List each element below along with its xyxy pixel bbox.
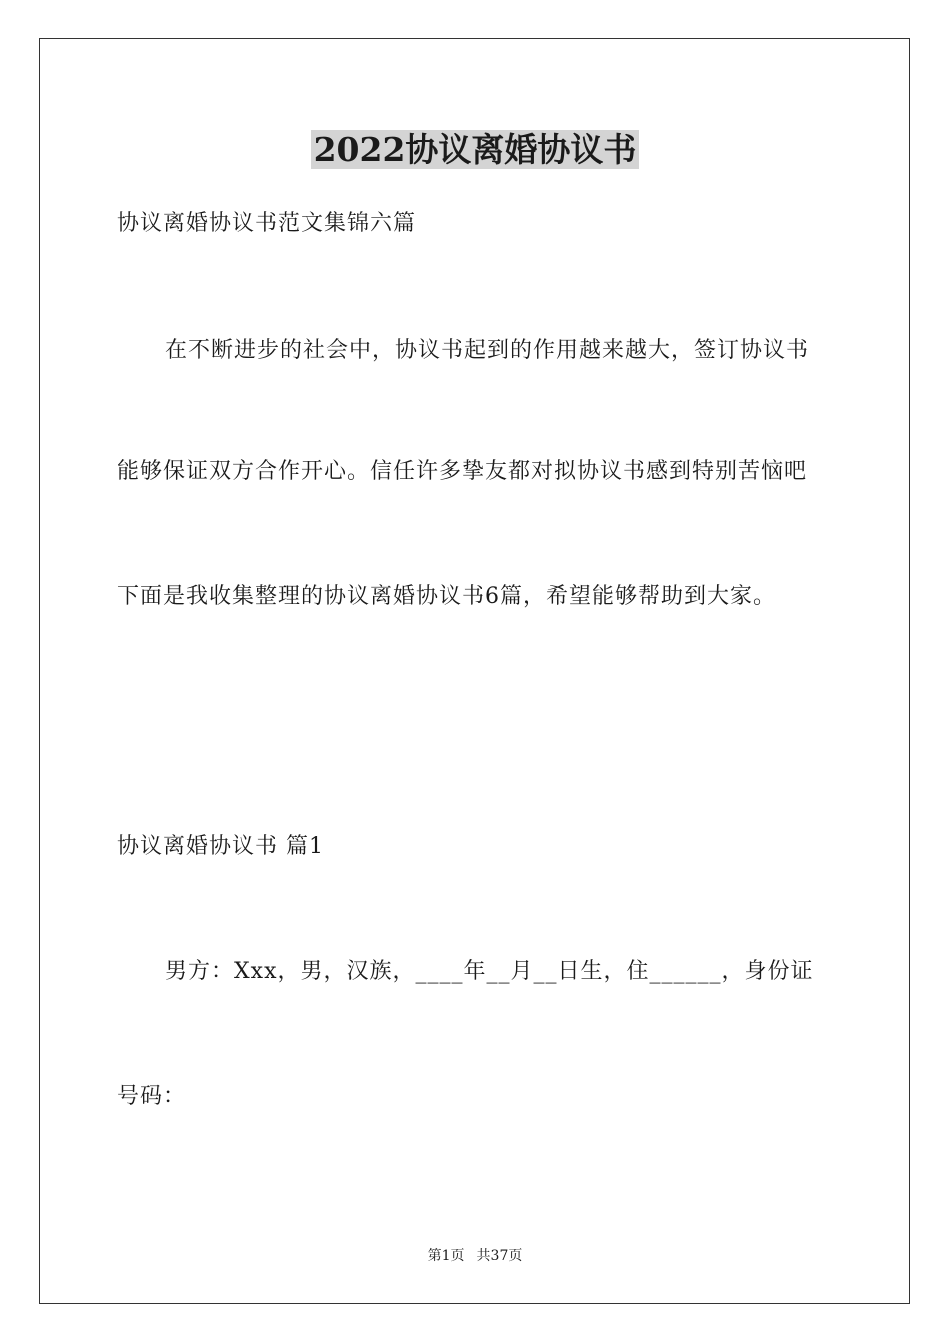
paragraph-line: 下面是我收集整理的协议离婚协议书6篇，希望能够帮助到大家。 (117, 584, 776, 609)
page-number-current: 第1页 (427, 1248, 465, 1264)
paragraph-line: 号码： (117, 1084, 187, 1109)
section-heading: 协议离婚协议书 篇1 (117, 834, 324, 859)
document-title-text: 2022协议离婚协议书 (311, 130, 640, 169)
document-subtitle: 协议离婚协议书范文集锦六篇 (117, 211, 417, 236)
page-footer (0, 1246, 950, 1266)
paragraph-line: 男方：Xxx，男，汉族，____年__月__日生，住______，身份证 (165, 959, 814, 984)
document-title (0, 128, 950, 172)
paragraph-line: 能够保证双方合作开心。信任许多挚友都对拟协议书感到特别苦恼吧 (117, 459, 808, 484)
page-number-total: 共37页 (476, 1248, 523, 1264)
paragraph-line: 在不断进步的社会中，协议书起到的作用越来越大，签订协议书 (165, 338, 810, 363)
